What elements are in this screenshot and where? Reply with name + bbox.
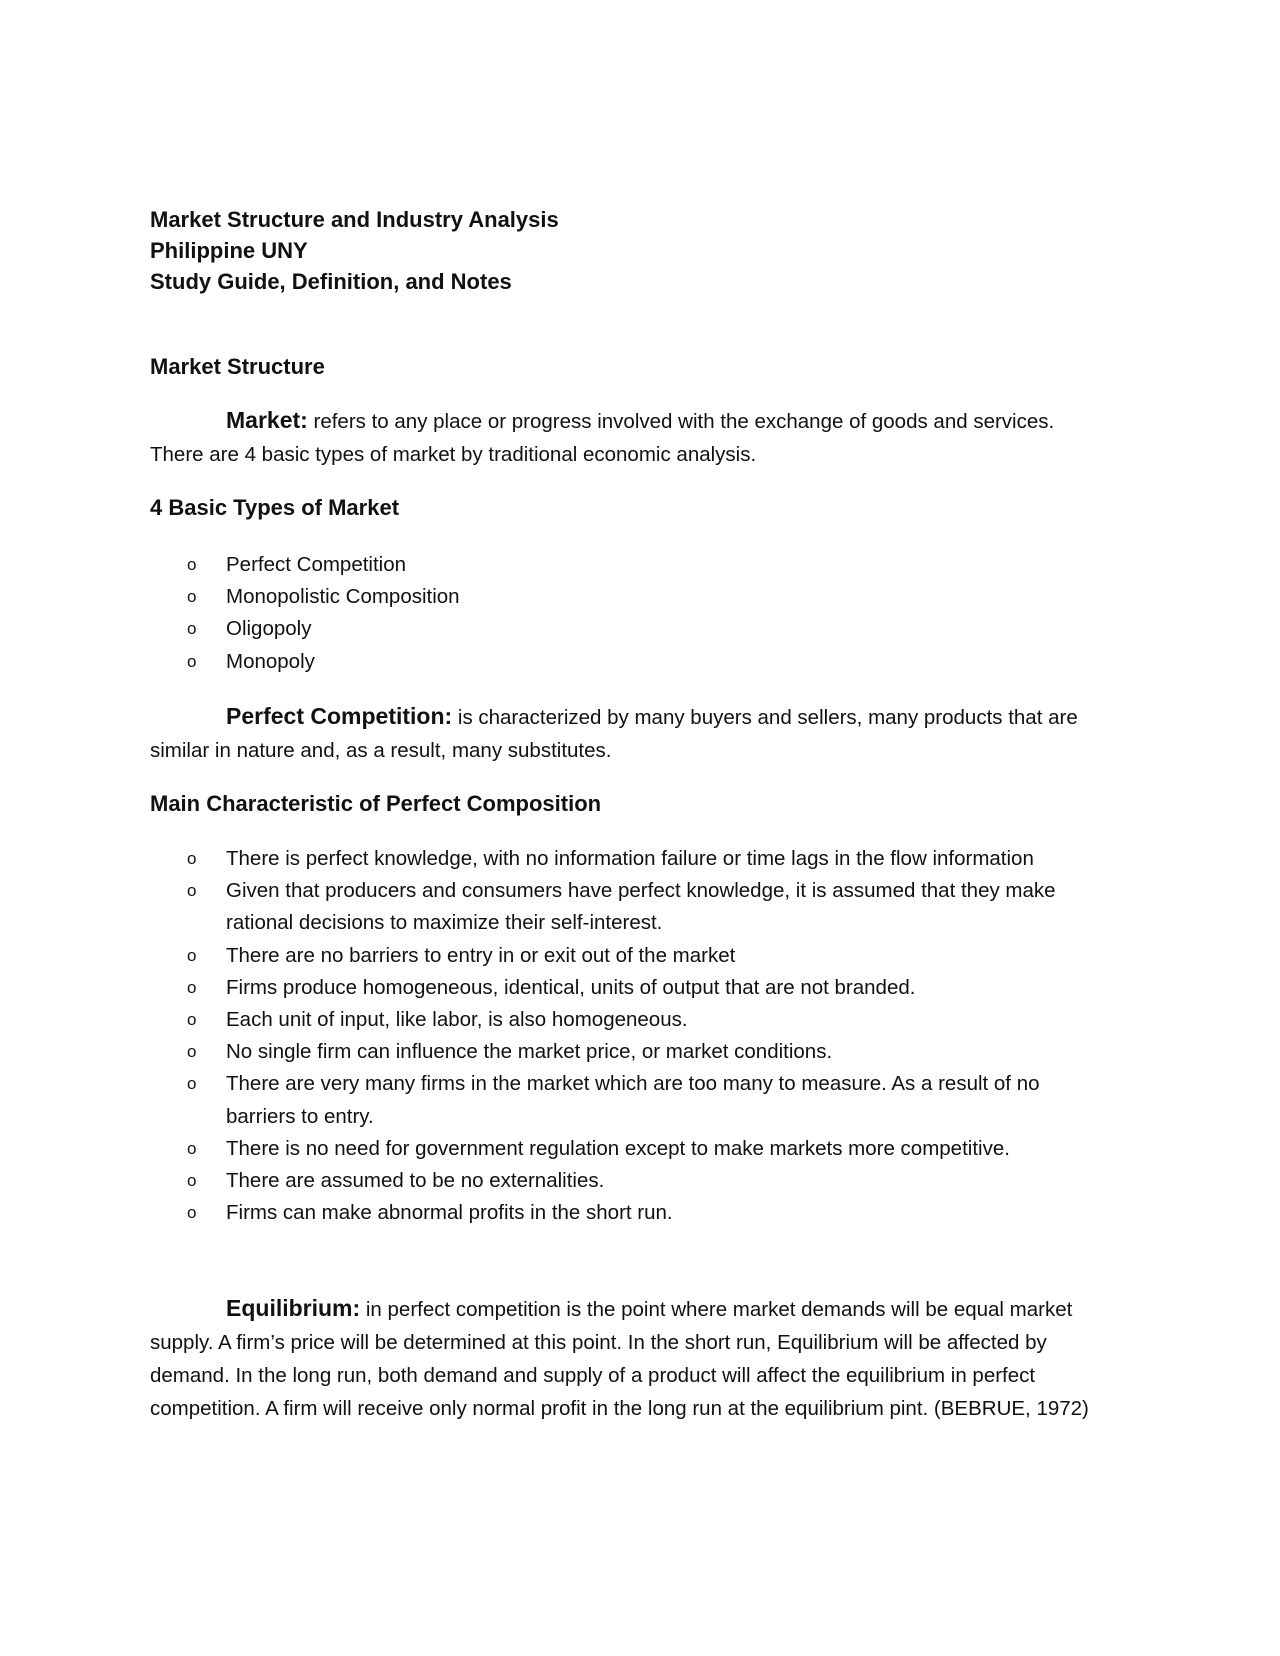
list-item-text: Each unit of input, like labor, is also homogeneous.	[226, 1008, 688, 1032]
equilibrium-text: in perfect competition is the point where market demands will be equal market supply. A firm’s price will be determined at this point. In the short run, Equilibrium will be affected by demand. In the long run, both demand and supply of a product will affect the equilibrium in perfect competition. A firm will receive only normal profit in the long run at the equilibrium pint. (BEBRUE, 1972)	[150, 1298, 1089, 1420]
list-item-text: Firms can make abnormal profits in the short run.	[226, 1201, 673, 1225]
document-header	[150, 204, 559, 297]
list-item-text: There are no barriers to entry in or exit out of the market	[226, 943, 736, 967]
document-subtitle-2: Study Guide, Definition, and Notes	[150, 269, 512, 294]
section-heading-characteristics: Main Characteristic of Perfect Composition	[150, 791, 602, 816]
list-item	[150, 1036, 1110, 1068]
perfect-competition-text: is characterized by many buyers and sellers, many products that are similar in nature and, as a result, many substitutes.	[150, 706, 1078, 762]
list-item	[150, 843, 1110, 875]
list-item	[150, 646, 1110, 678]
market-term: Market:	[226, 407, 308, 433]
circle-bullet-icon: o	[187, 1203, 197, 1223]
list-item-text: Monopoly	[226, 649, 315, 673]
list-item	[150, 1133, 1110, 1165]
circle-bullet-icon: o	[187, 619, 197, 639]
circle-bullet-icon: o	[187, 555, 197, 574]
list-item	[150, 972, 1110, 1004]
list-item	[150, 1068, 1110, 1132]
circle-bullet-icon: o	[187, 1042, 197, 1062]
section-heading-market-structure: Market Structure	[150, 354, 325, 379]
list-item-text: Perfect Competition	[226, 553, 407, 576]
section-heading-basic-types: 4 Basic Types of Market	[150, 495, 400, 520]
list-item	[150, 940, 1110, 972]
circle-bullet-icon: o	[187, 881, 197, 901]
list-item-text: There is perfect knowledge, with no information failure or time lags in the flow information	[226, 847, 1034, 870]
equilibrium-paragraph	[150, 1292, 1110, 1425]
list-item	[150, 1004, 1110, 1036]
circle-bullet-icon: o	[187, 849, 197, 868]
list-item-text: No single firm can influence the market price, or market conditions.	[226, 1040, 833, 1064]
market-definition-paragraph	[150, 404, 1110, 471]
list-item-text: There are assumed to be no externalities.	[226, 1169, 605, 1193]
characteristics-list	[150, 843, 1110, 1229]
circle-bullet-icon: o	[187, 587, 197, 607]
perfect-competition-paragraph	[150, 700, 1110, 767]
market-definition-text: refers to any place or progress involved with the exchange of goods and services. There are 4 basic types of market by traditional economic analysis.	[150, 410, 1055, 466]
perfect-competition-term: Perfect Competition:	[226, 703, 453, 729]
equilibrium-term: Equilibrium:	[226, 1295, 361, 1321]
circle-bullet-icon: o	[187, 945, 197, 965]
list-item-text: Firms produce homogeneous, identical, units of output that are not branded.	[226, 975, 916, 999]
circle-bullet-icon: o	[187, 1010, 197, 1030]
list-item-text: Given that producers and consumers have perfect knowledge, it is assumed that they make rational decisions to maximize their self-interest.	[226, 879, 1056, 935]
list-item-text: Monopolistic Composition	[226, 585, 460, 609]
list-item-text: Oligopoly	[226, 617, 312, 641]
list-item	[150, 581, 1110, 613]
list-item	[150, 875, 1110, 939]
list-item	[150, 1197, 1110, 1229]
circle-bullet-icon: o	[187, 1138, 197, 1158]
list-item	[150, 613, 1110, 645]
list-item-text: There are very many firms in the market which are too many to measure. As a result of no barriers to entry.	[226, 1072, 1040, 1128]
circle-bullet-icon: o	[187, 1171, 197, 1191]
circle-bullet-icon: o	[187, 1074, 197, 1094]
document-title: Market Structure and Industry Analysis	[150, 207, 559, 232]
list-item	[150, 1165, 1110, 1197]
circle-bullet-icon: o	[187, 651, 197, 671]
document-subtitle: Philippine UNY	[150, 238, 308, 263]
list-item-text: There is no need for government regulation except to make markets more competitive.	[226, 1136, 1010, 1160]
market-types-list	[150, 549, 1110, 678]
circle-bullet-icon: o	[187, 977, 197, 997]
list-item	[150, 549, 1110, 581]
